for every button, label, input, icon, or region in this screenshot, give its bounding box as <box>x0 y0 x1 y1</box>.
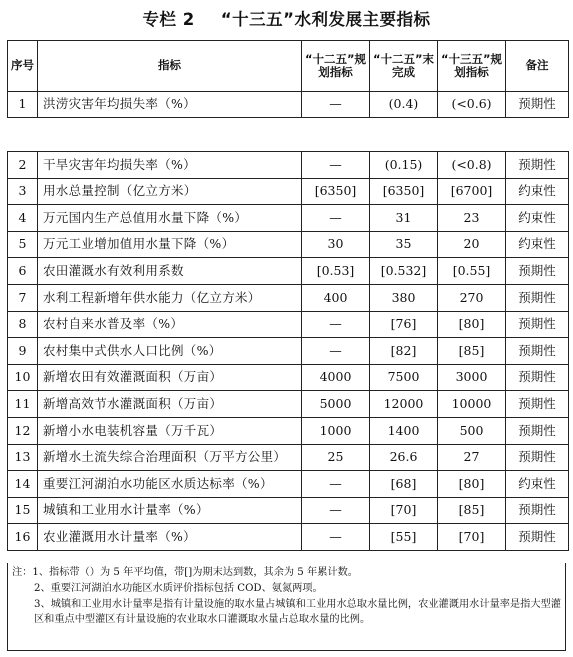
row-number: 3 <box>8 178 38 205</box>
page-title <box>0 6 573 30</box>
indicator-name: 干旱灾害年均损失率（%） <box>38 152 302 179</box>
remark-value: 预期性 <box>506 524 569 551</box>
row-number: 7 <box>8 284 38 311</box>
actual-12-value: 1400 <box>370 417 438 444</box>
indicator-name: 新增小水电装机容量（万千瓦） <box>38 417 302 444</box>
target-12-value: — <box>302 311 370 338</box>
table-row <box>8 417 569 444</box>
indicator-name: 用水总量控制（亿立方米） <box>38 178 302 205</box>
remark-value: 预期性 <box>506 364 569 391</box>
target-13-value: [0.55] <box>438 258 506 285</box>
header-row <box>8 41 569 92</box>
row-number: 1 <box>8 92 38 118</box>
table-row <box>8 471 569 498</box>
remark-value: 约束性 <box>506 178 569 205</box>
row-number: 12 <box>8 417 38 444</box>
target-13-value: 10000 <box>438 391 506 418</box>
note-line-3: 3、城镇和工业用水计量率是指有计量设施的取水量占城镇和工业用水总取水量比例，农业灌溉用水计量率是指大型灌区和重点中型灌区有计量设施的农业取水口灌溉取水量占总取水量的比例。 <box>34 598 561 626</box>
target-13-value: [80] <box>438 311 506 338</box>
table-row <box>8 92 569 118</box>
target-12-value: — <box>302 152 370 179</box>
table-body <box>8 152 569 551</box>
row-number: 8 <box>8 311 38 338</box>
target-12-value: — <box>302 338 370 365</box>
target-12-value: — <box>302 205 370 232</box>
page-break-gap <box>7 118 568 151</box>
table-row <box>8 444 569 471</box>
target-12-value: 5000 <box>302 391 370 418</box>
remark-value: 约束性 <box>506 205 569 232</box>
actual-12-value: [55] <box>370 524 438 551</box>
row-number: 9 <box>8 338 38 365</box>
row-number: 13 <box>8 444 38 471</box>
remark-value: 预期性 <box>506 497 569 524</box>
remark-value: 预期性 <box>506 152 569 179</box>
target-13-value: (<0.8) <box>438 152 506 179</box>
actual-12-value: [70] <box>370 497 438 524</box>
table-row <box>8 178 569 205</box>
target-13-value: 20 <box>438 231 506 258</box>
table-row <box>8 391 569 418</box>
remark-value: 预期性 <box>506 338 569 365</box>
target-13-value: 3000 <box>438 364 506 391</box>
actual-12-value: [68] <box>370 471 438 498</box>
target-12-value: [6350] <box>302 178 370 205</box>
target-13-value: [80] <box>438 471 506 498</box>
indicator-name: 农村自来水普及率（%） <box>38 311 302 338</box>
table-row <box>8 205 569 232</box>
table-row <box>8 258 569 285</box>
row-number: 11 <box>8 391 38 418</box>
table-row <box>8 231 569 258</box>
target-12-value: 400 <box>302 284 370 311</box>
row-number: 4 <box>8 205 38 232</box>
row-number: 15 <box>8 497 38 524</box>
target-12-value: [0.53] <box>302 258 370 285</box>
table-row <box>8 524 569 551</box>
target-13-value: [85] <box>438 338 506 365</box>
target-12-value: — <box>302 524 370 551</box>
actual-12-value: [82] <box>370 338 438 365</box>
remark-value: 约束性 <box>506 471 569 498</box>
table-row <box>8 497 569 524</box>
remark-value: 约束性 <box>506 231 569 258</box>
target-13-value: 27 <box>438 444 506 471</box>
indicator-name: 城镇和工业用水计量率（%） <box>38 497 302 524</box>
target-12-value: — <box>302 471 370 498</box>
note-line-1: 注：1、指标带（）为 5 年平均值，带[]为期末达到数，其余为 5 年累计数。 <box>12 567 358 578</box>
target-12-value: 4000 <box>302 364 370 391</box>
indicator-name: 水利工程新增年供水能力（亿立方米） <box>38 284 302 311</box>
indicator-name: 农业灌溉用水计量率（%） <box>38 524 302 551</box>
indicator-name: 重要江河湖泊水功能区水质达标率（%） <box>38 471 302 498</box>
target-12-value: 1000 <box>302 417 370 444</box>
target-12-value: 25 <box>302 444 370 471</box>
table-row <box>8 152 569 179</box>
target-13-value: (<0.6) <box>438 92 506 118</box>
actual-12-value: (0.15) <box>370 152 438 179</box>
header-target-13: “十三五”规划指标 <box>438 41 506 92</box>
target-13-value: [6700] <box>438 178 506 205</box>
target-13-value: 500 <box>438 417 506 444</box>
remark-value: 预期性 <box>506 444 569 471</box>
target-13-value: [70] <box>438 524 506 551</box>
actual-12-value: [6350] <box>370 178 438 205</box>
indicator-name: 新增水土流失综合治理面积（万平方公里） <box>38 444 302 471</box>
indicator-name: 万元工业增加值用水量下降（%） <box>38 231 302 258</box>
actual-12-value: 26.6 <box>370 444 438 471</box>
title-text: “十三五”水利发展主要指标 <box>220 10 431 29</box>
target-12-value: — <box>302 92 370 118</box>
indicator-name: 新增高效节水灌溉面积（万亩） <box>38 391 302 418</box>
table-row <box>8 284 569 311</box>
indicator-name: 新增农田有效灌溉面积（万亩） <box>38 364 302 391</box>
indicator-name: 农田灌溉水有效利用系数 <box>38 258 302 285</box>
target-13-value: 270 <box>438 284 506 311</box>
remark-value: 预期性 <box>506 258 569 285</box>
indicator-name: 万元国内生产总值用水量下降（%） <box>38 205 302 232</box>
header-target-12: “十二五”规划指标 <box>302 41 370 92</box>
row-number: 2 <box>8 152 38 179</box>
header-remark: 备注 <box>506 41 569 92</box>
table-row <box>8 311 569 338</box>
target-12-value: — <box>302 497 370 524</box>
header-seq: 序号 <box>8 41 38 92</box>
table-notes <box>7 563 566 651</box>
remark-value: 预期性 <box>506 284 569 311</box>
actual-12-value: [76] <box>370 311 438 338</box>
actual-12-value: (0.4) <box>370 92 438 118</box>
row-number: 6 <box>8 258 38 285</box>
remark-value: 预期性 <box>506 391 569 418</box>
target-13-value: 23 <box>438 205 506 232</box>
note-line-2: 2、重要江河湖泊水功能区水质评价指标包括 COD、氨氮两项。 <box>34 582 323 594</box>
indicator-name: 洪涝灾害年均损失率（%） <box>38 92 302 118</box>
remark-value: 预期性 <box>506 417 569 444</box>
row-number: 14 <box>8 471 38 498</box>
actual-12-value: 380 <box>370 284 438 311</box>
remark-value: 预期性 <box>506 92 569 118</box>
row-number: 10 <box>8 364 38 391</box>
target-12-value: 30 <box>302 231 370 258</box>
column-label: 专栏 2 <box>142 10 195 29</box>
header-actual-12: “十二五”末完成 <box>370 41 438 92</box>
table-row <box>8 364 569 391</box>
actual-12-value: [0.532] <box>370 258 438 285</box>
indicator-table <box>7 151 569 551</box>
actual-12-value: 12000 <box>370 391 438 418</box>
indicator-name: 农村集中式供水人口比例（%） <box>38 338 302 365</box>
actual-12-value: 31 <box>370 205 438 232</box>
actual-12-value: 35 <box>370 231 438 258</box>
indicator-table-header-part <box>7 40 569 118</box>
header-indicator: 指标 <box>38 41 302 92</box>
remark-value: 预期性 <box>506 311 569 338</box>
target-13-value: [85] <box>438 497 506 524</box>
row-number: 16 <box>8 524 38 551</box>
actual-12-value: 7500 <box>370 364 438 391</box>
table-row <box>8 338 569 365</box>
row-number: 5 <box>8 231 38 258</box>
